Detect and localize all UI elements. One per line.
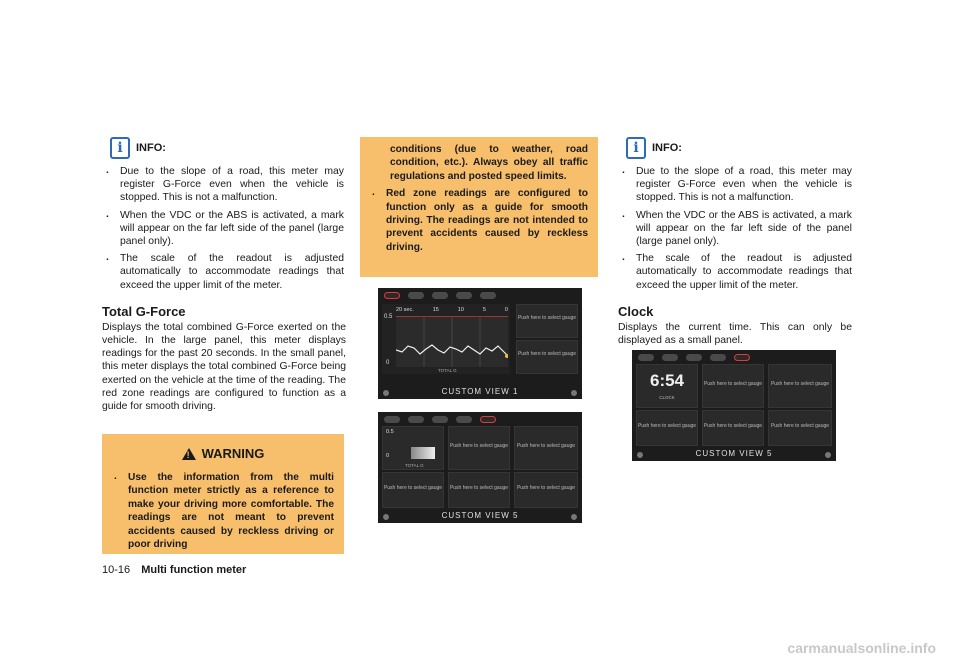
tile-text: Push here to select gauge bbox=[516, 443, 576, 449]
tab bbox=[710, 354, 726, 361]
info-label: INFO: bbox=[652, 142, 682, 154]
graph-panel bbox=[382, 304, 510, 374]
total-gforce-heading: Total G-Force bbox=[102, 303, 186, 319]
time-label: 5 bbox=[482, 307, 486, 313]
tab bbox=[408, 416, 424, 423]
select-gauge-tile bbox=[702, 364, 764, 408]
clock-label: CLOCK bbox=[659, 395, 675, 400]
time-axis bbox=[396, 307, 508, 313]
custom-view-5-screenshot bbox=[378, 412, 582, 523]
gauge-tabs bbox=[384, 292, 496, 299]
warning-box-part2 bbox=[360, 137, 598, 277]
tile-text: Push here to select gauge bbox=[449, 485, 509, 491]
select-gauge-tile bbox=[768, 364, 832, 408]
info-bullet: . Due to the slope of a road, this meter may register G-Force even when the vehicle is stopped. This is not a malfunction. bbox=[618, 165, 852, 205]
tile-text: Push here to select gauge bbox=[517, 315, 577, 321]
select-gauge-tile bbox=[702, 410, 764, 446]
scale-label: 0.5 bbox=[384, 314, 393, 320]
tile-text: Push here to select gauge bbox=[770, 381, 830, 387]
scale-label: 0.5 bbox=[386, 429, 394, 435]
info-bullet: . The scale of the readout is adjusted automatically to accommodate readings that exceed the upper limit of the meter. bbox=[618, 252, 852, 292]
graph-label: TOTAL G bbox=[405, 463, 424, 468]
warning-icon: ! bbox=[182, 448, 196, 460]
tab bbox=[686, 354, 702, 361]
tile-text: Push here to select gauge bbox=[383, 485, 443, 491]
page-number: 10-16 bbox=[102, 564, 131, 576]
clock-view-screenshot bbox=[632, 350, 836, 461]
tab bbox=[734, 354, 750, 361]
warning-bullet: . Use the information from the multi function meter strictly as a reference to make your driving more comfortable. The readings are not meant to prevent accidents caused by reckless driving or poor driving bbox=[102, 471, 344, 551]
select-gauge-tile bbox=[382, 472, 444, 508]
clock-body: Displays the current time. This can only be displayed as a small panel. bbox=[618, 321, 852, 347]
clock-heading: Clock bbox=[618, 303, 654, 319]
warning-title bbox=[102, 446, 344, 461]
zero-label: 0 bbox=[386, 360, 390, 366]
tab bbox=[662, 354, 678, 361]
select-gauge-tile bbox=[514, 426, 578, 470]
time-label: 10 bbox=[457, 307, 464, 313]
tile-text: Push here to select gauge bbox=[703, 381, 763, 387]
tab bbox=[456, 292, 472, 299]
select-gauge-tile bbox=[516, 304, 578, 338]
right-column bbox=[618, 137, 852, 347]
tab bbox=[432, 416, 448, 423]
gforce-bar bbox=[411, 447, 435, 459]
warning-continued: conditions (due to weather, road condition, etc.). Always obey all traffic regulations and posted speed limits. bbox=[390, 144, 588, 182]
graph-label: TOTAL G bbox=[438, 368, 457, 373]
tab bbox=[384, 416, 400, 423]
info-bullet: . Due to the slope of a road, this meter may register G-Force even when the vehicle is stopped. This is not a malfunction. bbox=[102, 165, 344, 205]
warning-list-2 bbox=[360, 187, 598, 254]
section-title: Multi function meter bbox=[141, 564, 247, 576]
select-gauge-tile bbox=[448, 426, 510, 470]
gforce-graph bbox=[396, 316, 508, 368]
warning-box-part1 bbox=[102, 434, 344, 554]
info-bullet: . The scale of the readout is adjusted automatically to accommodate readings that exceed the upper limit of the meter. bbox=[102, 252, 344, 292]
tile-text: Push here to select gauge bbox=[703, 423, 763, 429]
tab bbox=[408, 292, 424, 299]
tile-text: Push here to select gauge bbox=[770, 423, 830, 429]
select-gauge-tile bbox=[636, 410, 698, 446]
custom-view-1-screenshot bbox=[378, 288, 582, 399]
page-footer bbox=[102, 564, 246, 576]
tab bbox=[432, 292, 448, 299]
clock-time: 6:54 bbox=[649, 371, 685, 390]
gauge-tabs bbox=[638, 354, 750, 361]
total-g-tile bbox=[382, 426, 444, 470]
info-list bbox=[102, 165, 344, 292]
gauge-tabs bbox=[384, 416, 496, 423]
screen-caption: CUSTOM VIEW 1 bbox=[441, 387, 519, 396]
info-label: INFO: bbox=[136, 142, 166, 154]
select-gauge-tile bbox=[768, 410, 832, 446]
screen-caption: CUSTOM VIEW 5 bbox=[695, 449, 773, 458]
time-label: 15 bbox=[432, 307, 439, 313]
tile-text: Push here to select gauge bbox=[516, 485, 576, 491]
select-gauge-tile bbox=[448, 472, 510, 508]
clock-tile bbox=[636, 364, 698, 408]
select-gauge-tile bbox=[514, 472, 578, 508]
tab bbox=[480, 292, 496, 299]
tab bbox=[638, 354, 654, 361]
left-column bbox=[102, 137, 346, 413]
info-icon: i bbox=[110, 137, 130, 159]
screen-caption: CUSTOM VIEW 5 bbox=[441, 511, 519, 520]
tab bbox=[456, 416, 472, 423]
info-bullet: . When the VDC or the ABS is activated, a mark will appear on the far left side of the panel (large panel only). bbox=[618, 209, 852, 249]
tile-text: Push here to select gauge bbox=[449, 443, 509, 449]
total-gforce-body: Displays the total combined G-Force exerted on the vehicle. In the large panel, this meter displays readings for the past 20 seconds. In the small panel, this meter displays the total combined G-Force being exerted on the vehicle at the time of the reading. The red zone readings are configured to function as a guide for smooth driving. bbox=[102, 321, 346, 413]
tab bbox=[384, 292, 400, 299]
warning-bullet: . Red zone readings are configured to function only as a guide for smooth driving. The readings are not intended to prevent accidents caused by reckless driving. bbox=[360, 187, 598, 254]
info-icon: i bbox=[626, 137, 646, 159]
warning-label: WARNING bbox=[201, 446, 265, 461]
zero-label: 0 bbox=[386, 453, 390, 459]
info-bullet: . When the VDC or the ABS is activated, a mark will appear on the far left side of the panel (large panel only). bbox=[102, 209, 344, 249]
tile-text: Push here to select gauge bbox=[517, 351, 577, 357]
tab bbox=[480, 416, 496, 423]
watermark: carmanualsonline.info bbox=[787, 640, 936, 656]
time-label: 0 bbox=[504, 307, 508, 313]
info-header bbox=[110, 137, 344, 159]
warning-list bbox=[102, 471, 344, 551]
tile-text: Push here to select gauge bbox=[637, 423, 697, 429]
info-list bbox=[618, 165, 852, 292]
info-header bbox=[626, 137, 852, 159]
time-label: 20 sec. bbox=[396, 307, 414, 313]
select-gauge-tile bbox=[516, 340, 578, 374]
